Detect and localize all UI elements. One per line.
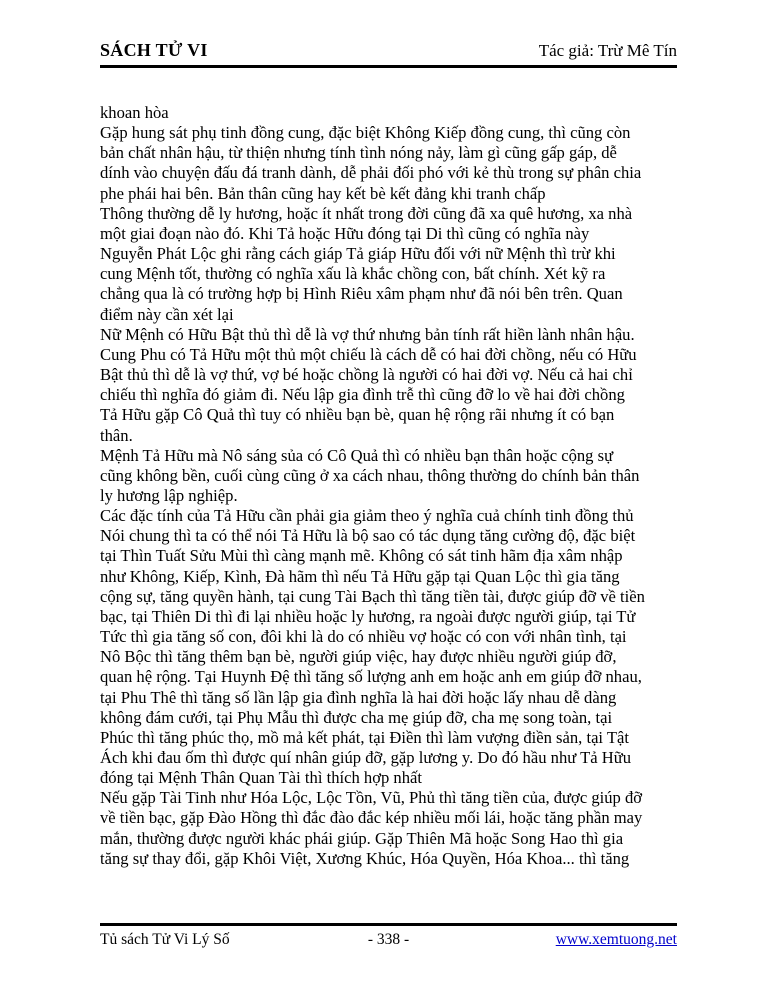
text-line: điểm này cần xét lại xyxy=(100,304,234,324)
book-title: SÁCH TỬ VI xyxy=(100,40,208,60)
text-line: về tiền bạc, gặp Đào Hồng thì đắc đào đắc kép nhiều mối lái, hoặc tăng phần may xyxy=(100,808,643,828)
text-line: ly hương lập nghiệp. xyxy=(100,485,238,505)
text-line: Thông thường dễ ly hương, hoặc ít nhất trong đời cũng đã xa quê hương, xa nhà xyxy=(100,203,633,223)
text-line: thân. xyxy=(100,425,133,445)
text-line: tăng sự thay đổi, gặp Khôi Việt, Xương Khúc, Hóa Quyền, Hóa Khoa... thì tăng xyxy=(100,848,630,868)
footer-rule xyxy=(100,923,677,926)
text-line: Phúc thì tăng phúc thọ, mồ mả kết phát, tại Điền thì làm vượng điền sản, tại Tật xyxy=(100,727,630,747)
text-line: Tả Hữu gặp Cô Quả thì tuy có nhiều bạn bè, quan hệ rộng rãi nhưng ít có bạn xyxy=(100,405,615,425)
text-line: mắn, thường được người khác phái giúp. Gặp Thiên Mã hoặc Song Hao thì gia xyxy=(100,828,624,848)
text-line: Ách khi đau ốm thì được quí nhân giúp đỡ, gặp lương y. Do đó hầu như Tả Hữu xyxy=(100,748,632,767)
text-line: Nữ Mệnh có Hữu Bật thủ thì dễ là vợ thứ nhưng bản tính rất hiền lành nhân hậu. xyxy=(100,324,635,344)
text-line: Gặp hung sát phụ tinh đồng cung, đặc biệt Không Kiếp đồng cung, thì cũng còn xyxy=(100,123,631,143)
text-line: khoan hòa xyxy=(100,103,169,122)
text-line: Mệnh Tả Hữu mà Nô sáng sủa có Cô Quả thì có nhiều bạn thân hoặc cộng sự xyxy=(100,445,614,465)
author-credit: Tác giả: Trừ Mê Tín xyxy=(538,41,677,60)
page-footer xyxy=(100,931,677,949)
text-line: một giai đoạn nào đó. Khi Tả hoặc Hữu đóng tại Di thì cũng có nghĩa này xyxy=(100,223,590,243)
website-link[interactable]: www.xemtuong.net xyxy=(555,931,677,948)
text-line: Nói chung thì ta có thể nói Tả Hữu là bộ sao có tác dụng tăng cường độ, đặc biệt xyxy=(100,526,636,546)
text-line: Các đặc tính của Tả Hữu cần phải gia giảm theo ý nghĩa cuả chính tinh đồng thủ xyxy=(100,506,634,526)
text-line: quan hệ rộng. Tại Huynh Đệ thì tăng số lượng anh em hoặc anh em giúp đỡ nhau, xyxy=(100,667,642,687)
text-line: Nguyễn Phát Lộc ghi rằng cách giáp Tả giáp Hữu đối với nữ Mệnh thì trừ khi xyxy=(100,244,616,264)
text-line: cộng sự, tăng quyền hành, tại cung Tài Bạch thì tăng tiền tài, được giúp đỡ về tiền xyxy=(100,586,645,606)
text-line: bản chất nhân hậu, từ thiện nhưng tính tình nóng nảy, làm gì cũng gấp gáp, dễ xyxy=(100,143,617,163)
text-line: Cung Phu có Tả Hữu một thủ một chiếu là cách dễ có hai đời chồng, nếu có Hữu xyxy=(100,344,637,364)
text-line: bạc, tại Thiên Di thì đi lại nhiều hoặc ly hương, ra ngoài được người giúp, tại Tử xyxy=(100,606,636,626)
header-rule xyxy=(100,65,677,68)
text-line: phe phái hai bên. Bản thân cũng hay kết bè kết đảng khi tranh chấp xyxy=(100,183,546,203)
text-line: cung Mệnh tốt, thường có nghĩa xấu là khắc chồng con, bất chính. Xét kỹ ra xyxy=(100,264,606,284)
text-line: chẳng qua là có trường hợp bị Hình Riêu xâm phạm như đã nói bên trên. Quan xyxy=(100,284,623,304)
text-line: không đám cưới, tại Phụ Mẫu thì được cha mẹ giúp đỡ, cha mẹ song toàn, tại xyxy=(100,707,613,727)
text-line: cũng không bền, cuối cùng cũng ở xa cách nhau, thông thường do chính bản thân xyxy=(100,465,640,485)
text-line: tại Thìn Tuất Sửu Mùi thì càng mạnh mẽ. Không có sát tinh hãm địa xâm nhập xyxy=(100,546,623,566)
footer-series-title: Tủ sách Tử Vi Lý Số xyxy=(100,931,230,948)
text-line: Tức thì gia tăng số con, đôi khi là do có nhiều vợ hoặc có con với nhân tình, tại xyxy=(100,627,627,647)
text-line: đóng tại Mệnh Thân Quan Tài thì thích hợp nhất xyxy=(100,768,423,788)
text-line: như Không, Kiếp, Kình, Đà hãm thì nếu Tả Hữu gặp tại Quan Lộc thì gia tăng xyxy=(100,566,620,586)
text-line: Nếu gặp Tài Tinh như Hóa Lộc, Lộc Tồn, Vũ, Phủ thì tăng tiền của, được giúp đỡ xyxy=(100,788,643,808)
text-line: Nô Bộc thì tăng thêm bạn bè, người giúp việc, hay được nhiều người giúp đỡ, xyxy=(100,647,617,667)
text-line: chiếu thì nghĩa đó giảm đi. Nếu lập gia đình trễ thì cũng đỡ lo về hai đời chồng xyxy=(100,385,625,405)
text-line: tại Phu Thê thì tăng số lần lập gia đình nghĩa là hai đời hoặc lấy nhau dễ dàng xyxy=(100,687,617,707)
page-header xyxy=(100,40,677,61)
footer-page-number: - 338 - xyxy=(367,931,410,948)
text-line: dính vào chuyện đấu đá tranh dành, dễ phải đối phó với kẻ thù trong sự phân chia xyxy=(100,163,642,183)
text-line: Bật thủ thì dễ là vợ thứ, vợ bé hoặc chồng là người có hai đời vợ. Nếu cả hai chỉ xyxy=(100,365,633,385)
body-text xyxy=(100,103,677,869)
